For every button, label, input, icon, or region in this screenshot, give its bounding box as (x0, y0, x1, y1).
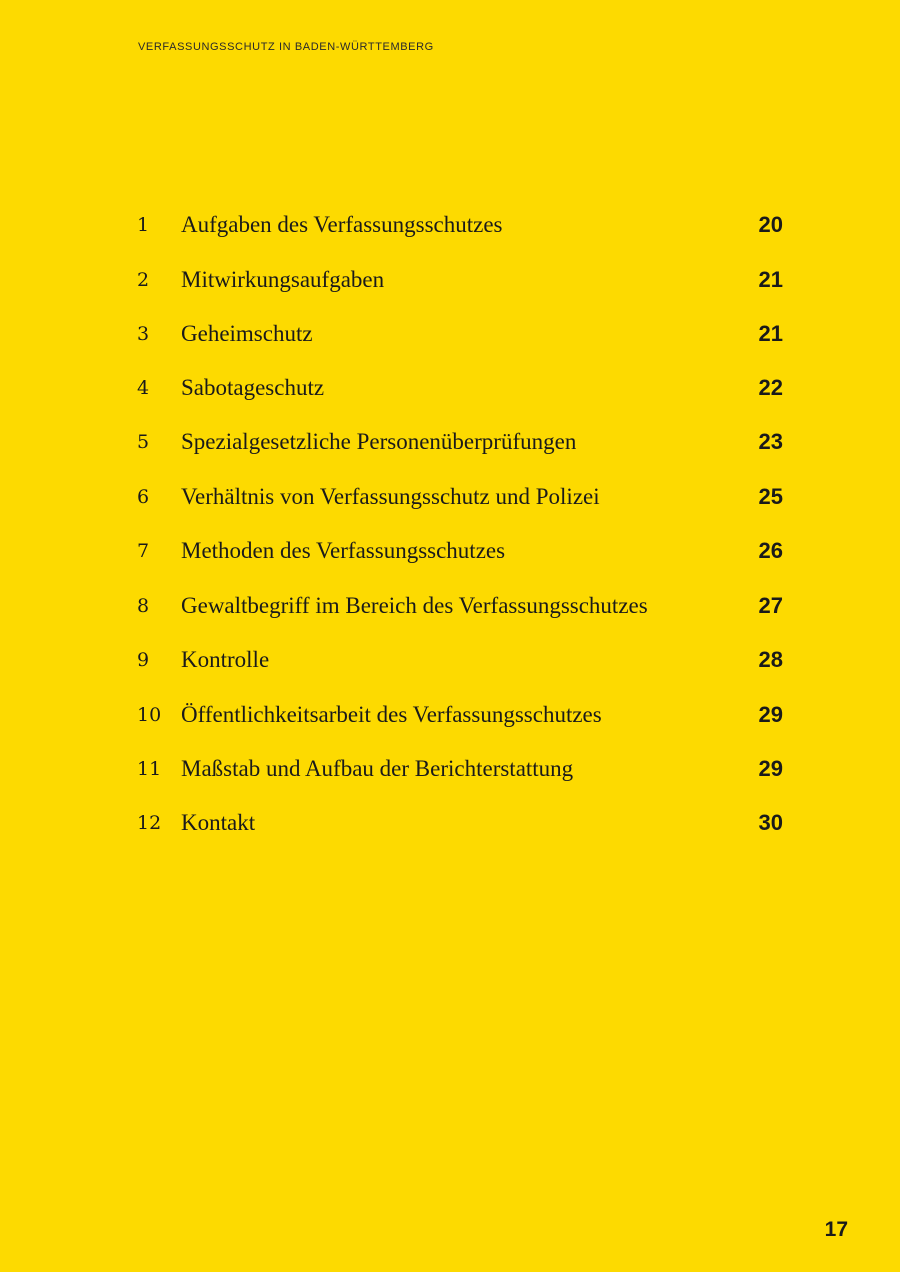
toc-entry-title: Kontakt (181, 810, 256, 835)
toc-entry-page: 21 (758, 321, 783, 346)
toc-entry-title: Sabotageschutz (181, 375, 325, 400)
toc-entry-number: 6 (137, 486, 150, 508)
toc-entry-page: 23 (758, 429, 783, 454)
toc-entry-title: Aufgaben des Verfassungsschutzes (181, 212, 503, 237)
toc-entry-title: Kontrolle (181, 647, 270, 672)
toc-entry[interactable] (0, 749, 900, 789)
toc-entry-page: 28 (758, 647, 783, 672)
running-header: VERFASSUNGSSCHUTZ IN BADEN-WÜRTTEMBERG (138, 41, 434, 53)
toc-entry-page: 29 (758, 702, 783, 727)
toc-entry-number: 10 (137, 704, 162, 726)
toc-entry[interactable] (0, 803, 900, 843)
toc-entry-page: 21 (758, 267, 783, 292)
toc-entry-number: 7 (137, 540, 150, 562)
toc-entry-number: 2 (137, 269, 150, 291)
toc-entry-number: 5 (137, 431, 150, 453)
toc-entry-page: 22 (758, 375, 783, 400)
toc-entry-page: 27 (758, 593, 783, 618)
toc-entry[interactable] (0, 422, 900, 462)
toc-entry-title: Geheimschutz (181, 321, 313, 346)
toc-entry-number: 3 (137, 323, 150, 345)
toc-entry-page: 20 (758, 212, 783, 237)
toc-entry[interactable] (0, 205, 900, 245)
toc-entry-page: 29 (758, 756, 783, 781)
toc-entry-number: 8 (137, 595, 150, 617)
toc-entry-title: Methoden des Verfassungsschutzes (181, 538, 506, 563)
toc-entry-title: Spezialgesetzliche Personenüberprüfungen (181, 429, 577, 454)
toc-entry-number: 11 (137, 758, 162, 780)
toc-entry-page: 30 (758, 810, 783, 835)
toc-entry-page: 26 (758, 538, 783, 563)
toc-entry[interactable] (0, 260, 900, 300)
toc-entry-number: 4 (137, 377, 150, 399)
toc-entry[interactable] (0, 531, 900, 571)
toc-entry-number: 1 (137, 214, 150, 236)
toc-entry-title: Öffentlichkeitsarbeit des Verfassungsschutzes (181, 702, 602, 727)
toc-entry-title: Gewaltbegriff im Bereich des Verfassungsschutzes (181, 593, 648, 618)
toc-entry-number: 12 (137, 812, 162, 834)
toc-entry-title: Mitwirkungsaufgaben (181, 267, 385, 292)
toc-entry[interactable] (0, 586, 900, 626)
toc-entry[interactable] (0, 477, 900, 517)
toc-entry[interactable] (0, 640, 900, 680)
toc-entry-number: 9 (137, 649, 150, 671)
toc-entry-title: Maßstab und Aufbau der Berichterstattung (181, 756, 574, 781)
toc-entry[interactable] (0, 368, 900, 408)
toc-entry-title: Verhältnis von Verfassungsschutz und Polizei (181, 484, 600, 509)
page-number: 17 (824, 1218, 848, 1241)
toc-entry-page: 25 (758, 484, 783, 509)
toc-entry[interactable] (0, 314, 900, 354)
toc-entry[interactable] (0, 695, 900, 735)
